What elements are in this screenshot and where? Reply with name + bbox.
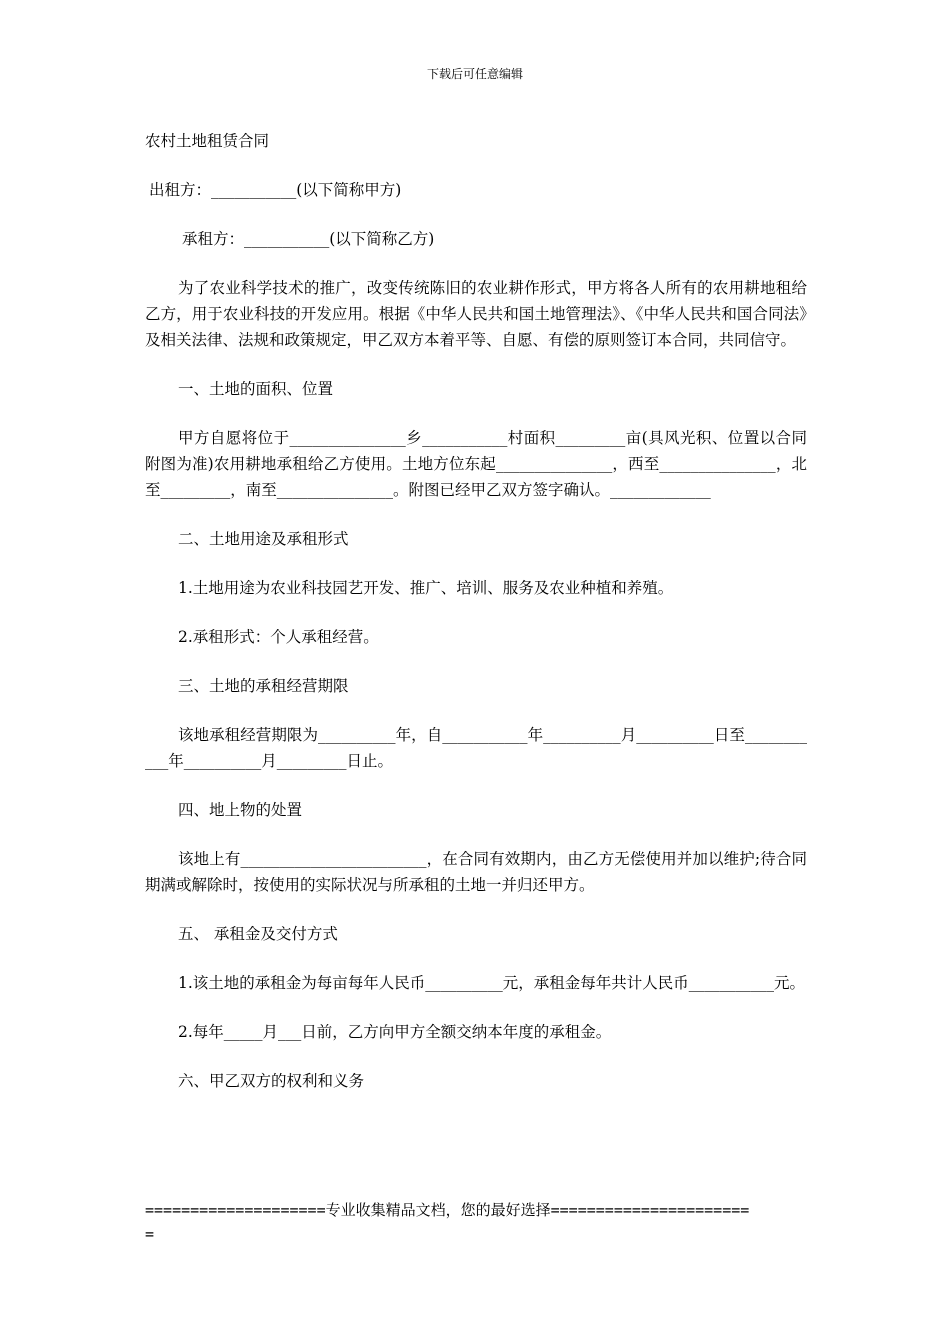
section1-heading: 一、土地的面积、位置	[178, 380, 334, 398]
section5-item2: 2.每年_____月___日前，乙方向甲方全额交纳本年度的承租金。	[178, 1023, 612, 1041]
section2-item1: 1.土地用途为农业科技园艺开发、推广、培训、服务及农业种植和养殖。	[178, 579, 674, 597]
page-header-note: 下载后可任意编辑	[426, 67, 523, 81]
footer-line-1: ====================专业收集精品文档，您的最好选择======================	[145, 1201, 750, 1219]
section6-heading: 六、甲乙双方的权利和义务	[178, 1072, 365, 1090]
intro-paragraph: 为了农业科学技术的推广，改变传统陈旧的农业耕作形式，甲方将各人所有的农用耕地租给乙方，用于农业科技的开发应用。根据《中华人民共和国土地管理法》、《中华人民共和国合同法》及相关法律、法规和政策规定，甲乙双方本着平等、自愿、有偿的原则签订本合同，共同信守。	[145, 279, 807, 349]
page-footer	[145, 1198, 807, 1246]
section5-item1: 1.该土地的承租金为每亩每年人民币__________元，承租金每年共计人民币___________元。	[178, 974, 806, 992]
section2-item2: 2.承租形式：个人承租经营。	[178, 628, 379, 646]
document-title: 农村土地租赁合同	[145, 132, 270, 150]
lessee-line: 承租方：___________(以下简称乙方)	[182, 230, 435, 248]
footer-line-2: =	[145, 1225, 155, 1243]
section4-heading: 四、地上物的处置	[178, 801, 303, 819]
section2-heading: 二、土地用途及承租形式	[178, 530, 349, 548]
lessor-line: 出租方：___________(以下简称甲方)	[149, 181, 402, 199]
section4-body: 该地上有________________________，在合同有效期内，由乙方无偿使用并加以维护;待合同期满或解除时，按使用的实际状况与所承租的土地一并归还甲方。	[145, 850, 807, 894]
section3-heading: 三、土地的承租经营期限	[178, 677, 349, 695]
section3-body: 该地承租经营期限为__________年，自___________年__________月__________日至___________年__________月_________日止。	[145, 726, 807, 770]
contract-document	[145, 128, 807, 1094]
section5-heading: 五、 承租金及交付方式	[178, 925, 338, 943]
section1-body: 甲方自愿将位于_______________乡___________村面积_________亩(具风光积、位置以合同附图为准)农用耕地承租给乙方使用。土地方位东起_______________，西至_______________，北至_________，南至_______________。附图已经甲乙双方签字确认。_____________	[145, 429, 807, 499]
